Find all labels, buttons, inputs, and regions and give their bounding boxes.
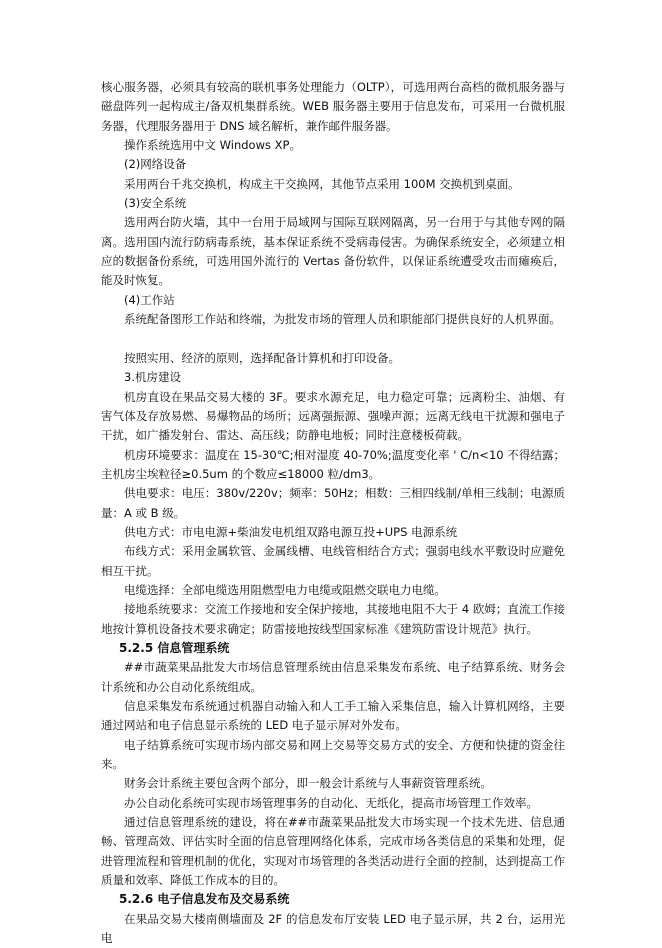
body-paragraph: 3.机房建设 [124, 370, 181, 385]
body-paragraph: 布线方式：采用金属软管、金属线槽、电线管相结合方式；强弱电线水平敷设时应避免相互干扰。 [101, 544, 565, 578]
body-paragraph: 通过信息管理系统的建设，将在##市蔬菜果品批发大市场实现一个技术先进、信息通畅、管理高效、评估实时全面的信息管理网络化体系，完成市场各类信息的采集和处理，促进管理流程和管理机制的优化，实现对市场管理的各类活动进行全面的控制，达到提高工作质量和效率、降低工作成本的目的。 [101, 815, 565, 888]
body-paragraph: 按照实用、经济的原则，选择配备计算机和打印设备。 [124, 350, 400, 365]
section-heading: 5.2.5 信息管理系统 [119, 640, 230, 655]
body-paragraph: 选用两台防火墙，其中一台用于局域网与国际互联网隔离，另一台用于与其他专网的隔离。选用国内流行防病毒系统，基本保证系统不受病毒侵害。为确保系统安全，必须建立相应的数据备份系统，可选用国外流行的 Vertas 备份软件，以保证系统遭受攻击而瘫痪后，能及时恢复。 [101, 215, 565, 288]
body-paragraph: 采用两台千兆交换机，构成主干交换网，其他节点采用 100M 交换机到桌面。 [124, 176, 520, 191]
body-paragraph: 在果品交易大楼南侧墙面及 2F 的信息发布厅安装 LED 电子显示屏，共 2 台，运用光电 [101, 911, 565, 946]
body-paragraph: 信息采集发布系统通过机器自动输入和人工手工输入采集信息，输入计算机网络，主要通过网站和电子信息显示系统的 LED 电子显示屏对外发布。 [101, 699, 565, 733]
body-paragraph: 核心服务器，必须具有较高的联机事务处理能力（OLTP），可选用两台高档的微机服务器与磁盘阵列一起构成主/备双机集群系统。WEB 服务器主要用于信息发布，可采用一台微机服务器，代理服务器用于 DNS 域名解析，兼作邮件服务器。 [101, 80, 565, 133]
section-heading: 5.2.6 电子信息发布及交易系统 [119, 892, 290, 907]
body-paragraph: 电子结算系统可实现市场内部交易和网上交易等交易方式的安全、方便和快捷的资金往来。 [101, 737, 565, 772]
body-paragraph: 接地系统要求：交流工作接地和安全保护接地，其接地电阻不大于 4 欧姆；直流工作接地按计算机设备技术要求确定；防雷接地按线型国家标准《建筑防雷设计规范》执行。 [101, 602, 565, 636]
body-paragraph: 机房直设在果品交易大楼的 3F。要求水源充足，电力稳定可靠；远离粉尘、油烟、有害气体及存放易燃、易爆物品的场所；远离强振源、强噪声源；远离无线电干扰源和强电子干扰，如广播发射台、雷达、高压线；防静电地板；同时注意楼板荷载。 [101, 389, 565, 443]
body-paragraph: (2)网络设备 [124, 157, 187, 172]
body-paragraph: 财务会计系统主要包含两个部分，即一般会计系统与人事薪资管理系统。 [124, 776, 492, 791]
body-paragraph: 供电要求：电压：380v/220v；频率：50Hz；相数：三相四线制/单相三线制；电源质量：A 或 B 级。 [101, 486, 565, 520]
body-paragraph: 电缆选择：全部电缆选用阻燃型电力电缆或阻燃交联电力电缆。 [124, 582, 446, 597]
body-paragraph: (4)工作站 [124, 292, 175, 307]
body-paragraph: ##市蔬菜果品批发大市场信息管理系统由信息采集发布系统、电子结算系统、财务会计系统和办公自动化系统组成。 [101, 660, 565, 694]
body-paragraph: 操作系统选用中文 Windows XP。 [124, 138, 301, 153]
blank-line [101, 329, 565, 348]
body-paragraph: 机房环境要求：温度在 15-30℃;相对湿度 40-70%;温度变化率 ' C/n<10 不得结露；主机房尘埃粒径≥0.5um 的个数应≤18000 粒/dm3。 [101, 447, 565, 481]
body-paragraph: 办公自动化系统可实现市场管理事务的自动化、无纸化，提高市场管理工作效率。 [124, 795, 538, 810]
body-paragraph: 供电方式：市电电源+柴油发电机组双路电源互投+UPS 电源系统 [124, 524, 458, 539]
body-paragraph: (3)安全系统 [124, 196, 187, 211]
body-paragraph: 系统配备图形工作站和终端，为批发市场的管理人员和职能部门提供良好的人机界面。 [124, 312, 561, 327]
document-body [101, 78, 565, 948]
